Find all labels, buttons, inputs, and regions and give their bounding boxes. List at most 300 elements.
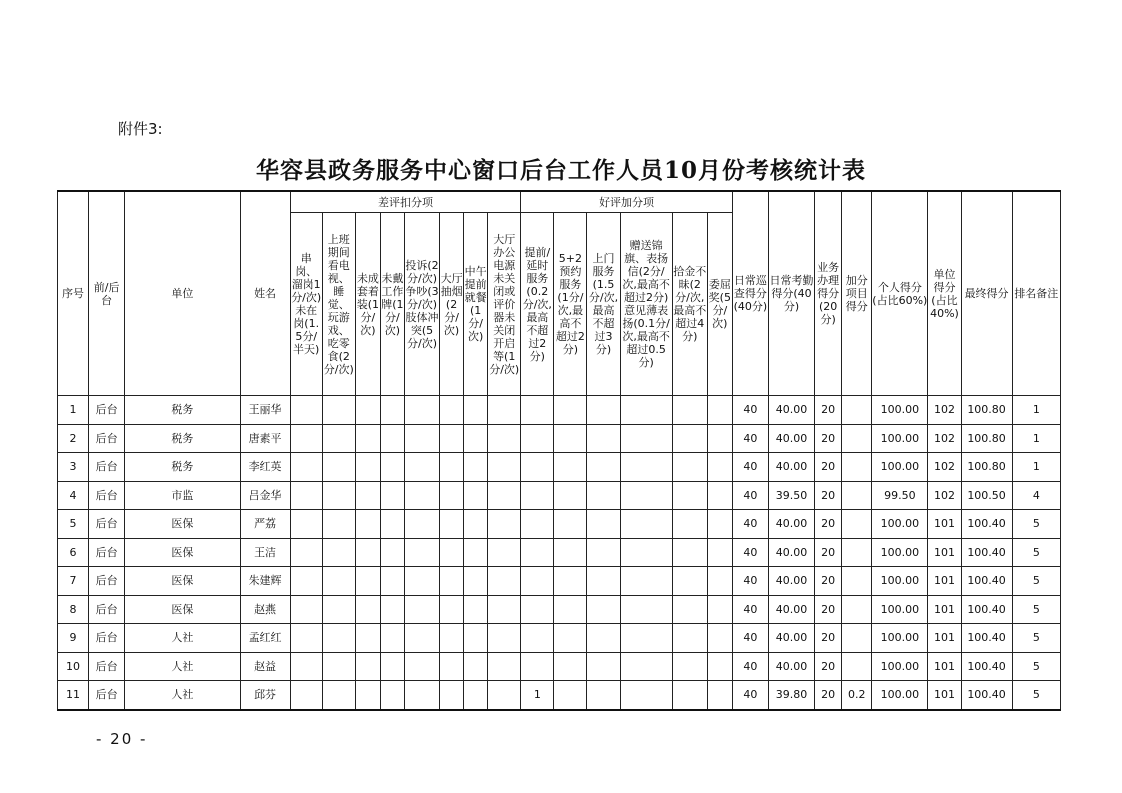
cell-empty <box>322 510 355 539</box>
cell-seq: 3 <box>58 453 89 482</box>
cell-position: 后台 <box>89 453 125 482</box>
cell-empty <box>554 595 587 624</box>
cell-rank: 1 <box>1012 453 1060 482</box>
cell-patrol: 40 <box>732 396 768 425</box>
cell-bonus-early-late <box>521 453 554 482</box>
header-rank: 排名备注 <box>1012 191 1060 396</box>
cell-empty <box>464 681 488 710</box>
header-bonus-item: 赠送锦旗、表扬信(2分/次,最高不超过2分)意见薄表扬(0.1分/次,最高不超过0.5分) <box>620 213 672 396</box>
cell-name: 严荔 <box>240 510 290 539</box>
cell-empty <box>620 624 672 653</box>
attachment-label: 附件3: <box>118 120 163 138</box>
cell-bonus-score <box>842 453 872 482</box>
cell-attendance: 40.00 <box>768 652 814 681</box>
cell-attendance: 40.00 <box>768 595 814 624</box>
cell-business: 20 <box>815 396 842 425</box>
cell-unit-score: 101 <box>928 681 961 710</box>
cell-empty <box>672 453 707 482</box>
header-bonus-item: 委屈奖(5分/次) <box>707 213 732 396</box>
cell-empty <box>322 681 355 710</box>
cell-attendance: 40.00 <box>768 567 814 596</box>
cell-bonus-early-late <box>521 624 554 653</box>
cell-rank: 5 <box>1012 681 1060 710</box>
cell-empty <box>322 424 355 453</box>
cell-empty <box>464 510 488 539</box>
table-row <box>58 567 1061 596</box>
cell-empty <box>290 424 322 453</box>
cell-bonus-score <box>842 424 872 453</box>
cell-empty <box>355 396 380 425</box>
cell-unit-score: 101 <box>928 624 961 653</box>
cell-empty <box>554 396 587 425</box>
cell-empty <box>554 453 587 482</box>
cell-empty <box>554 652 587 681</box>
cell-position: 后台 <box>89 510 125 539</box>
cell-empty <box>380 567 404 596</box>
cell-seq: 8 <box>58 595 89 624</box>
cell-business: 20 <box>815 453 842 482</box>
cell-business: 20 <box>815 681 842 710</box>
cell-patrol: 40 <box>732 652 768 681</box>
cell-bonus-score: 0.2 <box>842 681 872 710</box>
cell-empty <box>290 652 322 681</box>
cell-empty <box>380 481 404 510</box>
cell-empty <box>404 595 439 624</box>
cell-empty <box>587 481 620 510</box>
cell-personal: 100.00 <box>872 624 928 653</box>
cell-empty <box>707 424 732 453</box>
cell-name: 赵燕 <box>240 595 290 624</box>
cell-empty <box>355 453 380 482</box>
cell-empty <box>322 396 355 425</box>
cell-seq: 2 <box>58 424 89 453</box>
cell-attendance: 40.00 <box>768 624 814 653</box>
cell-patrol: 40 <box>732 424 768 453</box>
cell-empty <box>380 453 404 482</box>
header-deduct-item: 上班期间看电视、睡觉、玩游戏、吃零食(2分/次) <box>322 213 355 396</box>
cell-unit-score: 101 <box>928 510 961 539</box>
cell-attendance: 39.80 <box>768 681 814 710</box>
cell-personal: 100.00 <box>872 538 928 567</box>
cell-final: 100.40 <box>961 538 1012 567</box>
cell-patrol: 40 <box>732 538 768 567</box>
assessment-table <box>57 190 1061 711</box>
cell-empty <box>440 424 464 453</box>
cell-empty <box>620 453 672 482</box>
cell-empty <box>404 538 439 567</box>
cell-empty <box>380 538 404 567</box>
cell-unit-score: 101 <box>928 538 961 567</box>
cell-empty <box>672 567 707 596</box>
document-title: 华容县政务服务中心窗口后台工作人员10月份考核统计表 <box>255 157 866 184</box>
cell-empty <box>488 652 521 681</box>
cell-seq: 10 <box>58 652 89 681</box>
cell-position: 后台 <box>89 538 125 567</box>
cell-empty <box>620 681 672 710</box>
header-deduct-item: 大厅办公电源未关闭或评价器未关闭开启等(1分/次) <box>488 213 521 396</box>
cell-empty <box>488 567 521 596</box>
cell-position: 后台 <box>89 681 125 710</box>
cell-empty <box>322 652 355 681</box>
cell-name: 李红英 <box>240 453 290 482</box>
cell-empty <box>672 652 707 681</box>
cell-bonus-score <box>842 510 872 539</box>
cell-bonus-score <box>842 624 872 653</box>
cell-empty <box>355 567 380 596</box>
cell-empty <box>290 538 322 567</box>
cell-empty <box>464 652 488 681</box>
cell-final: 100.40 <box>961 510 1012 539</box>
cell-personal: 100.00 <box>872 567 928 596</box>
cell-empty <box>464 396 488 425</box>
cell-empty <box>488 624 521 653</box>
header-bonus-item: 拾金不昧(2分/次,最高不超过4分) <box>672 213 707 396</box>
cell-bonus-early-late <box>521 567 554 596</box>
cell-empty <box>587 538 620 567</box>
cell-position: 后台 <box>89 396 125 425</box>
cell-empty <box>707 510 732 539</box>
cell-name: 邱芬 <box>240 681 290 710</box>
cell-bonus-early-late <box>521 481 554 510</box>
cell-empty <box>440 624 464 653</box>
cell-business: 20 <box>815 424 842 453</box>
cell-empty <box>554 681 587 710</box>
cell-empty <box>707 652 732 681</box>
header-deduct-item: 大厅抽烟(2分/次) <box>440 213 464 396</box>
cell-attendance: 40.00 <box>768 396 814 425</box>
cell-empty <box>440 567 464 596</box>
cell-name: 王丽华 <box>240 396 290 425</box>
cell-attendance: 40.00 <box>768 510 814 539</box>
cell-empty <box>554 481 587 510</box>
cell-unit: 人社 <box>125 652 240 681</box>
cell-rank: 1 <box>1012 424 1060 453</box>
cell-final: 100.80 <box>961 396 1012 425</box>
cell-position: 后台 <box>89 481 125 510</box>
cell-empty <box>404 681 439 710</box>
cell-empty <box>380 424 404 453</box>
table-row <box>58 624 1061 653</box>
cell-empty <box>404 652 439 681</box>
cell-empty <box>464 453 488 482</box>
cell-empty <box>587 396 620 425</box>
cell-empty <box>290 624 322 653</box>
cell-empty <box>620 652 672 681</box>
cell-rank: 5 <box>1012 538 1060 567</box>
cell-empty <box>404 567 439 596</box>
cell-empty <box>707 396 732 425</box>
cell-empty <box>440 510 464 539</box>
cell-business: 20 <box>815 567 842 596</box>
page-number: - 20 - <box>96 730 148 748</box>
cell-empty <box>290 396 322 425</box>
cell-empty <box>355 481 380 510</box>
table-row <box>58 538 1061 567</box>
cell-bonus-score <box>842 567 872 596</box>
cell-empty <box>440 453 464 482</box>
header-deduct-group: 差评扣分项 <box>290 191 521 213</box>
cell-empty <box>322 481 355 510</box>
cell-empty <box>587 424 620 453</box>
cell-attendance: 40.00 <box>768 424 814 453</box>
cell-empty <box>620 538 672 567</box>
cell-empty <box>587 595 620 624</box>
cell-business: 20 <box>815 481 842 510</box>
cell-empty <box>404 624 439 653</box>
cell-empty <box>464 481 488 510</box>
cell-patrol: 40 <box>732 624 768 653</box>
cell-empty <box>672 624 707 653</box>
cell-empty <box>672 424 707 453</box>
cell-empty <box>554 424 587 453</box>
cell-final: 100.40 <box>961 624 1012 653</box>
cell-empty <box>488 453 521 482</box>
cell-empty <box>380 624 404 653</box>
cell-rank: 4 <box>1012 481 1060 510</box>
cell-name: 唐素平 <box>240 424 290 453</box>
cell-empty <box>380 595 404 624</box>
cell-unit: 税务 <box>125 424 240 453</box>
cell-empty <box>464 624 488 653</box>
table-row <box>58 652 1061 681</box>
cell-rank: 5 <box>1012 595 1060 624</box>
cell-empty <box>355 652 380 681</box>
cell-personal: 100.00 <box>872 595 928 624</box>
cell-bonus-score <box>842 396 872 425</box>
cell-empty <box>554 538 587 567</box>
table-row <box>58 481 1061 510</box>
cell-position: 后台 <box>89 595 125 624</box>
cell-name: 吕金华 <box>240 481 290 510</box>
header-seq: 序号 <box>58 191 89 396</box>
cell-bonus-early-late <box>521 652 554 681</box>
cell-name: 王洁 <box>240 538 290 567</box>
cell-final: 100.50 <box>961 481 1012 510</box>
cell-empty <box>404 510 439 539</box>
cell-empty <box>672 681 707 710</box>
cell-name: 朱建辉 <box>240 567 290 596</box>
cell-bonus-score <box>842 652 872 681</box>
cell-empty <box>707 453 732 482</box>
cell-empty <box>488 424 521 453</box>
cell-empty <box>672 595 707 624</box>
header-unit-score: 单位得分(占比40%) <box>928 191 961 396</box>
cell-business: 20 <box>815 624 842 653</box>
cell-empty <box>620 424 672 453</box>
cell-empty <box>404 453 439 482</box>
cell-final: 100.40 <box>961 595 1012 624</box>
cell-empty <box>672 396 707 425</box>
cell-empty <box>587 453 620 482</box>
cell-empty <box>707 681 732 710</box>
cell-empty <box>355 624 380 653</box>
header-final: 最终得分 <box>961 191 1012 396</box>
cell-empty <box>464 424 488 453</box>
cell-bonus-score <box>842 481 872 510</box>
cell-empty <box>322 538 355 567</box>
header-business: 业务办理得分(20分) <box>815 191 842 396</box>
cell-unit: 医保 <box>125 510 240 539</box>
cell-empty <box>440 481 464 510</box>
cell-business: 20 <box>815 538 842 567</box>
cell-empty <box>322 453 355 482</box>
cell-bonus-early-late <box>521 396 554 425</box>
cell-rank: 5 <box>1012 567 1060 596</box>
header-deduct-item: 未戴工作牌(1分/次) <box>380 213 404 396</box>
cell-patrol: 40 <box>732 453 768 482</box>
cell-empty <box>322 595 355 624</box>
cell-empty <box>290 481 322 510</box>
cell-unit-score: 102 <box>928 424 961 453</box>
cell-empty <box>554 624 587 653</box>
cell-empty <box>290 510 322 539</box>
cell-empty <box>707 481 732 510</box>
cell-patrol: 40 <box>732 567 768 596</box>
header-deduct-item: 中午提前就餐(1分/次) <box>464 213 488 396</box>
cell-empty <box>620 510 672 539</box>
cell-unit-score: 101 <box>928 595 961 624</box>
cell-seq: 6 <box>58 538 89 567</box>
cell-empty <box>707 595 732 624</box>
cell-final: 100.40 <box>961 652 1012 681</box>
cell-empty <box>290 453 322 482</box>
cell-personal: 100.00 <box>872 424 928 453</box>
cell-empty <box>290 681 322 710</box>
cell-seq: 11 <box>58 681 89 710</box>
cell-empty <box>464 538 488 567</box>
cell-business: 20 <box>815 510 842 539</box>
cell-personal: 100.00 <box>872 453 928 482</box>
cell-empty <box>587 624 620 653</box>
cell-unit: 市监 <box>125 481 240 510</box>
cell-unit-score: 102 <box>928 453 961 482</box>
header-bonus-item: 5+2预约服务(1分/次,最高不超过2分) <box>554 213 587 396</box>
cell-bonus-early-late <box>521 510 554 539</box>
table-row <box>58 681 1061 710</box>
cell-empty <box>587 652 620 681</box>
header-bonus-score: 加分项目得分 <box>842 191 872 396</box>
cell-attendance: 40.00 <box>768 538 814 567</box>
cell-empty <box>488 510 521 539</box>
cell-empty <box>355 681 380 710</box>
cell-unit: 医保 <box>125 595 240 624</box>
cell-unit-score: 102 <box>928 481 961 510</box>
cell-final: 100.40 <box>961 681 1012 710</box>
cell-empty <box>440 538 464 567</box>
cell-seq: 1 <box>58 396 89 425</box>
cell-attendance: 40.00 <box>768 453 814 482</box>
cell-empty <box>322 624 355 653</box>
cell-name: 孟红红 <box>240 624 290 653</box>
cell-unit-score: 101 <box>928 652 961 681</box>
cell-empty <box>355 510 380 539</box>
table-row <box>58 424 1061 453</box>
cell-empty <box>554 567 587 596</box>
header-attendance: 日常考勤得分(40分) <box>768 191 814 396</box>
cell-empty <box>587 681 620 710</box>
cell-empty <box>440 595 464 624</box>
cell-empty <box>620 595 672 624</box>
cell-patrol: 40 <box>732 481 768 510</box>
cell-empty <box>707 567 732 596</box>
cell-empty <box>355 595 380 624</box>
cell-final: 100.80 <box>961 453 1012 482</box>
cell-business: 20 <box>815 652 842 681</box>
cell-position: 后台 <box>89 624 125 653</box>
cell-empty <box>488 595 521 624</box>
header-deduct-item: 未成套着装(1分/次) <box>355 213 380 396</box>
cell-empty <box>587 567 620 596</box>
cell-unit: 税务 <box>125 396 240 425</box>
cell-empty <box>587 510 620 539</box>
header-patrol: 日常巡查得分(40分) <box>732 191 768 396</box>
header-name: 姓名 <box>240 191 290 396</box>
cell-empty <box>464 595 488 624</box>
cell-position: 后台 <box>89 567 125 596</box>
table-row <box>58 396 1061 425</box>
cell-bonus-early-late <box>521 595 554 624</box>
cell-empty <box>464 567 488 596</box>
cell-attendance: 39.50 <box>768 481 814 510</box>
cell-unit-score: 102 <box>928 396 961 425</box>
cell-empty <box>672 481 707 510</box>
cell-empty <box>404 396 439 425</box>
cell-rank: 1 <box>1012 396 1060 425</box>
cell-final: 100.80 <box>961 424 1012 453</box>
header-position: 前/后台 <box>89 191 125 396</box>
cell-empty <box>620 481 672 510</box>
cell-unit-score: 101 <box>928 567 961 596</box>
cell-position: 后台 <box>89 424 125 453</box>
cell-rank: 5 <box>1012 510 1060 539</box>
table-row <box>58 510 1061 539</box>
cell-empty <box>290 595 322 624</box>
cell-empty <box>620 396 672 425</box>
cell-unit: 医保 <box>125 538 240 567</box>
header-unit: 单位 <box>125 191 240 396</box>
cell-seq: 7 <box>58 567 89 596</box>
cell-empty <box>488 538 521 567</box>
cell-empty <box>404 424 439 453</box>
cell-personal: 100.00 <box>872 681 928 710</box>
cell-empty <box>380 510 404 539</box>
cell-empty <box>355 424 380 453</box>
cell-empty <box>380 396 404 425</box>
cell-empty <box>672 510 707 539</box>
cell-empty <box>380 681 404 710</box>
cell-empty <box>554 510 587 539</box>
cell-position: 后台 <box>89 652 125 681</box>
cell-business: 20 <box>815 595 842 624</box>
cell-empty <box>488 396 521 425</box>
cell-empty <box>322 567 355 596</box>
cell-bonus-early-late <box>521 538 554 567</box>
cell-personal: 99.50 <box>872 481 928 510</box>
cell-empty <box>672 538 707 567</box>
cell-empty <box>620 567 672 596</box>
cell-patrol: 40 <box>732 681 768 710</box>
header-bonus-item: 上门服务(1.5分/次,最高不超过3分) <box>587 213 620 396</box>
cell-name: 赵益 <box>240 652 290 681</box>
header-bonus-group: 好评加分项 <box>521 191 733 213</box>
header-bonus-item: 提前/延时服务(0.2分/次,最高不超过2分) <box>521 213 554 396</box>
cell-empty <box>380 652 404 681</box>
cell-empty <box>440 652 464 681</box>
cell-unit: 人社 <box>125 624 240 653</box>
cell-empty <box>707 624 732 653</box>
cell-bonus-score <box>842 595 872 624</box>
cell-personal: 100.00 <box>872 652 928 681</box>
